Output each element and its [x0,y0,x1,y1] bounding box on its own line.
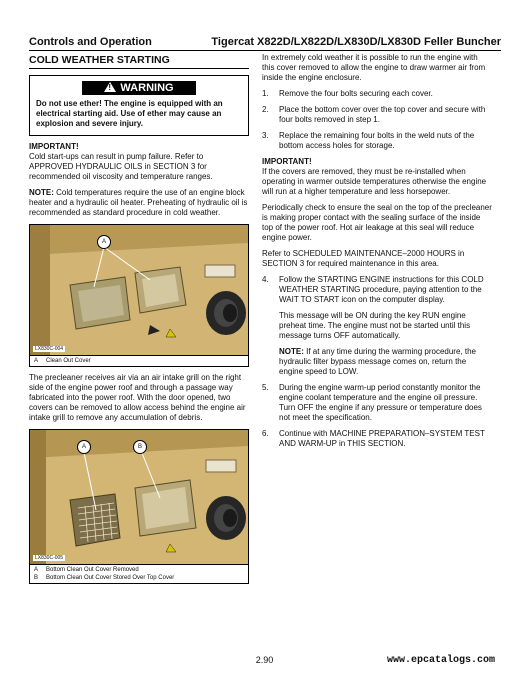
list-item [262,89,492,99]
note-text: Cold temperatures require the use of an engine block heater and a hydraulic oil heater. Preheating of hydraulic oil is recommended as standard procedure in cold weather. [29,188,248,217]
page-number: 2.90 [255,655,274,665]
figure-caption [30,355,248,366]
callout-a: A [77,440,91,454]
warning-icon [104,82,116,92]
note-block [29,188,249,218]
note-label: NOTE: [29,188,54,197]
step-text: Remove the four bolts securing each cover. [279,89,433,98]
important-block [262,157,492,197]
list-item [262,131,492,151]
step-text: Continue with MACHINE PREPARATION–SYSTEM TEST AND WARM-UP in THIS SECTION. [279,429,485,448]
step-note [279,347,492,377]
warning-badge [82,81,196,95]
note-label: NOTE: [279,347,304,356]
step-text: During the engine warm-up period constantly monitor the engine coolant temperature and the engine oil pressure. Turn OFF the engine if any pressure or temperature does not meet the specification. [279,383,482,422]
precleaner-paragraph: The precleaner receives air via an air intake grill on the right side of the engine power roof and through a passage way fabricated into the power roof. With the door opened, two covers can be removed to allow access behind the engine air intake grill to remove any accumulation of debris. [29,373,246,422]
watermark-url[interactable]: www.epcatalogs.com [386,655,495,666]
callout-b: B [133,440,147,454]
seal-paragraph: Periodically check to ensure the seal on the top of the precleaner is making proper contact with the sealing surface of the inside top of the power roof. Hot air leakage at this seal will reduce engine power. [262,203,492,242]
figure-id: LX830C-005 [35,555,64,561]
step-number: 4. [262,275,269,284]
step-number: 1. [262,89,269,98]
caption-row [34,566,244,574]
caption-text: Clean Out Cover [46,358,91,364]
cover-steps-list [262,89,492,151]
warning-box [29,75,249,136]
section-title: COLD WEATHER STARTING [29,53,249,69]
figure-clean-out-cover [29,224,249,367]
caption-key: A [34,567,39,573]
warning-text: Do not use ether! The engine is equipped with an electrical starting aid. Use of ether may cause an explosion and severe injury. [36,99,223,128]
caption-text: Bottom Clean Out Cover Stored Over Top Cover [46,575,175,581]
step-number: 2. [262,105,269,114]
step-text: Place the bottom cover over the top cover and secure with four bolts removed in step 1. [279,105,486,124]
caption-key: B [34,575,39,581]
figure-id: LX830C-004 [35,346,64,352]
intro-paragraph: In extremely cold weather it is possible to run the engine with this cover removed to allow the engine to draw warmer air from inside the engine enclosure. [262,53,486,82]
important-text: If the covers are removed, they must be re-installed when operating in warmer outside temperatures otherwise the engine will run at a higher temperature and less horsepower. [262,167,487,196]
figure-photo [30,430,248,564]
step-text: Follow the STARTING ENGINE instructions for this COLD WEATHER STARTING procedure, paying attention to the WAIT TO START icon on the computer display. [279,275,484,304]
step-body [279,275,492,377]
step-message: This message will be ON during the key RUN engine preheat time. The engine must not be started until this message turns OFF automatically. [279,311,471,340]
list-item [262,275,492,377]
list-item [262,429,492,449]
figure-photo [30,225,248,355]
caption-key: A [34,358,39,364]
starting-steps-list [262,275,492,449]
caption-text: Bottom Clean Out Cover Removed [46,567,139,573]
header-rule [29,50,501,51]
list-item [262,105,492,125]
important-heading: IMPORTANT! [29,142,79,151]
step-number: 6. [262,429,269,438]
important-block [29,142,249,182]
list-item [262,383,492,423]
step-number: 5. [262,383,269,392]
warning-badge-label: WARNING [120,82,174,94]
step-number: 3. [262,131,269,140]
refer-paragraph: Refer to SCHEDULED MAINTENANCE–2000 HOURS in SECTION 3 for required maintenance in this area. [262,249,465,268]
caption-row [34,357,244,365]
caption-row [34,574,244,582]
left-column [29,53,249,584]
step-text: Replace the remaining four bolts in the weld nuts of the bottom access holes for storage. [279,131,475,150]
important-heading: IMPORTANT! [262,157,312,166]
right-column [262,53,492,449]
note-text: If at any time during the warming procedure, the hydraulic filter bypass message comes on, return the engine speed to LOW. [279,347,476,376]
header-title: Tigercat X822D/LX822D/LX830D/LX830D Feller Buncher [211,36,501,48]
engine-roof-photo [30,225,248,355]
figure-caption [30,564,248,583]
important-text: Cold start-ups can result in pump failure. Refer to APPROVED HYDRAULIC OILS in SECTION 3 for recommended oil viscosity and temperature ranges. [29,152,213,181]
callout-a: A [97,235,111,249]
header-section: Controls and Operation [29,36,152,48]
figure-bottom-clean-out-cover [29,429,249,584]
